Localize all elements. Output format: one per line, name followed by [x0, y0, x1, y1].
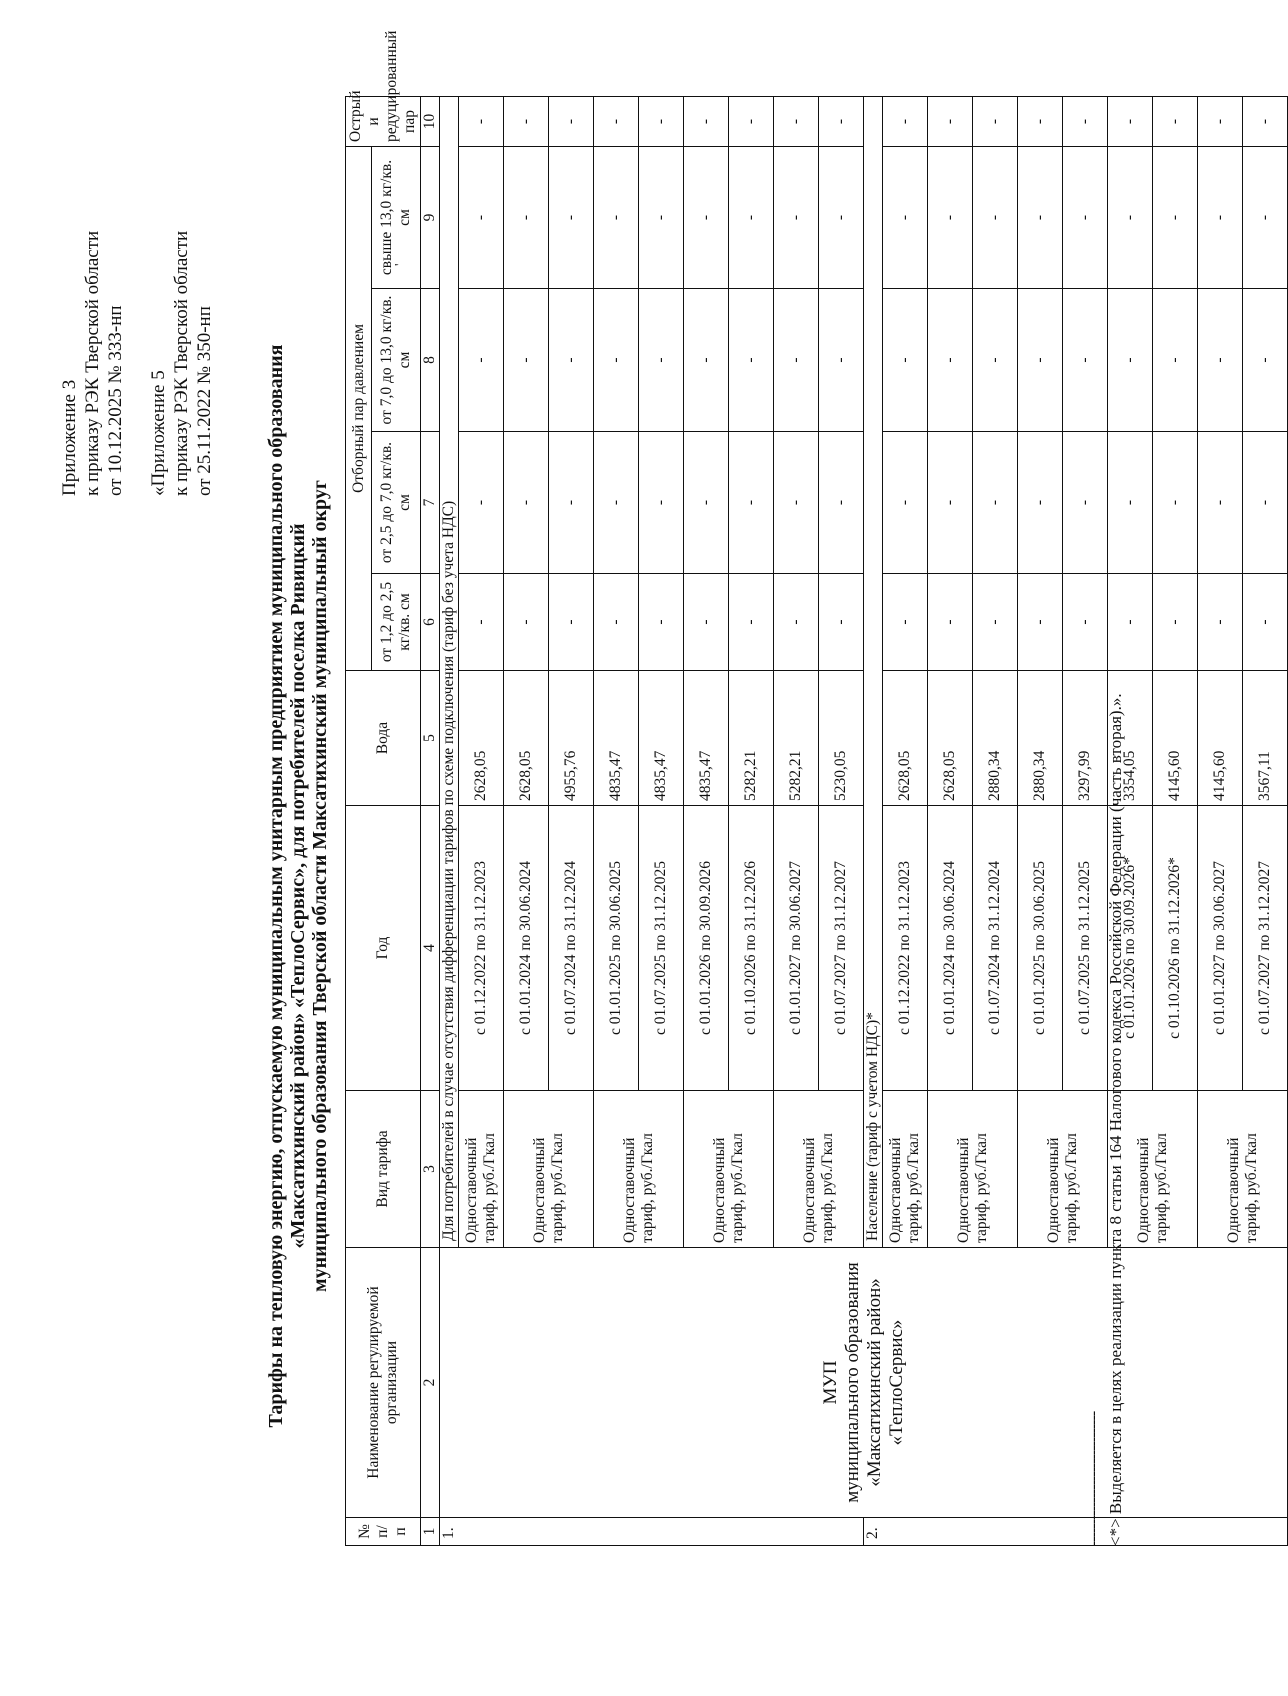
tariff-period: с 01.01.2026 по 30.09.2026 [684, 806, 729, 1091]
tariff-kind-line: Одноставочный [1134, 1137, 1152, 1243]
tariff-kind-line: Одноставочный [620, 1137, 638, 1243]
tariff-kind-line: Одноставочный [530, 1137, 548, 1243]
tariff-steam-value: - [774, 574, 819, 671]
tariff-water-value: 4835,47 [639, 671, 684, 806]
tariff-steam-value: - [1063, 289, 1108, 432]
tariff-water-value: 3567,11 [1243, 671, 1288, 806]
tariff-steam-value: - [1063, 147, 1108, 289]
tariff-water-value: 2628,05 [504, 671, 549, 806]
tariff-steam-value: - [928, 97, 973, 147]
tariff-steam-value: - [504, 147, 549, 289]
tariff-steam-value: - [973, 147, 1018, 289]
column-number: 2 [421, 1248, 440, 1518]
tariff-steam-value: - [883, 97, 928, 147]
tariff-steam-value: - [729, 97, 774, 147]
tariff-table [345, 30, 1288, 1546]
tariff-steam-value: - [504, 97, 549, 147]
tariff-water-value: 4835,47 [594, 671, 639, 806]
organization-line: муниципального образования [841, 1262, 863, 1503]
tariff-kind-line: тариф, руб./Гкал [1242, 1133, 1260, 1243]
tariff-kind-line: тариф, руб./Гкал [1152, 1133, 1170, 1243]
tariff-steam-value: - [504, 432, 549, 574]
tariff-period: с 01.10.2026 по 31.12.2026* [1153, 806, 1198, 1091]
tariff-steam-value: - [639, 574, 684, 671]
tariff-steam-value: - [1198, 97, 1243, 147]
column-number: 6 [421, 574, 440, 671]
tariff-steam-value: - [1243, 289, 1288, 432]
tariff-kind-line: Одноставочный [1224, 1137, 1242, 1243]
document-title [265, 306, 331, 1466]
column-number: 5 [421, 671, 440, 806]
tariff-steam-value: - [774, 147, 819, 289]
tariff-steam-value: - [819, 432, 864, 574]
organization-line: МУП [819, 1360, 841, 1405]
column-number: 7 [421, 432, 440, 574]
tariff-steam-value: - [1153, 574, 1198, 671]
tariff-steam-value: - [1018, 289, 1063, 432]
tariff-steam-value: - [684, 432, 729, 574]
column-number: 3 [421, 1091, 440, 1248]
tariff-steam-value: - [883, 289, 928, 432]
tariff-water-value: 5282,21 [729, 671, 774, 806]
tariff-period: с 01.12.2022 по 31.12.2023 [883, 806, 928, 1091]
tariff-steam-value: - [1198, 432, 1243, 574]
tariff-steam-value: - [973, 574, 1018, 671]
tariff-kind-line: тариф, руб./Гкал [818, 1133, 836, 1243]
tariff-steam-value: - [459, 574, 504, 671]
tariff-steam-value: - [639, 432, 684, 574]
tariff-period: с 01.01.2027 по 30.06.2027 [774, 806, 819, 1091]
tariff-kind [459, 1091, 504, 1248]
title-line: Тарифы на тепловую энергию, отпускаемую муниципальным унитарным предприятием муниципального образования [265, 344, 287, 1428]
tariff-steam-value: - [594, 147, 639, 289]
tariff-steam-value: - [774, 289, 819, 432]
tariff-steam-value: - [1198, 147, 1243, 289]
tariff-steam-value: - [639, 289, 684, 432]
tariff-steam-value: - [928, 432, 973, 574]
header-water: Вода [346, 671, 421, 806]
tariff-steam-value: - [729, 574, 774, 671]
tariff-kind [774, 1091, 864, 1248]
tariff-steam-value: - [1108, 574, 1153, 671]
tariff-steam-value: - [774, 432, 819, 574]
header-year: Год [346, 806, 421, 1091]
tariff-kind-line: Одноставочный [463, 1137, 480, 1243]
header-no: № п/п [346, 1518, 421, 1546]
tariff-kind [684, 1091, 774, 1248]
tariff-steam-value: - [1153, 97, 1198, 147]
column-number: 4 [421, 806, 440, 1091]
tariff-kind [504, 1091, 594, 1248]
tariff-steam-value: - [594, 289, 639, 432]
tariff-steam-value: - [639, 147, 684, 289]
title-line: «Максатихинский район» «ТеплоСервис», для потребителей поселка Ривицкий [287, 523, 309, 1249]
header-row [346, 97, 372, 1546]
appendix-line: «Приложение 5 [148, 370, 169, 496]
tariff-steam-value: - [1063, 97, 1108, 147]
tariff-steam-value: - [928, 147, 973, 289]
tariff-steam-value: - [684, 574, 729, 671]
tariff-steam-value: - [459, 147, 504, 289]
tariff-steam-value: - [549, 147, 594, 289]
tariff-steam-value: - [594, 574, 639, 671]
tariff-steam-value: - [1153, 432, 1198, 574]
tariff-kind-line: тариф, руб./Гкал [481, 1133, 498, 1243]
tariff-steam-value: - [1018, 147, 1063, 289]
appendix-line: от 25.11.2022 № 350-нп [194, 306, 215, 496]
tariff-water-value: 2628,05 [883, 671, 928, 806]
tariff-period: с 01.07.2027 по 31.12.2027 [819, 806, 864, 1091]
tariff-water-value: 4955,76 [549, 671, 594, 806]
tariff-steam-value: - [1108, 97, 1153, 147]
tariff-water-value: 5230,05 [819, 671, 864, 806]
tariff-steam-value: - [883, 432, 928, 574]
header-sharp-steam: Острый и редуцированный пар [346, 97, 421, 147]
tariff-steam-value: - [774, 97, 819, 147]
appendix-line: Приложение 3 [59, 379, 80, 496]
tariff-period: с 01.07.2025 по 31.12.2025 [1063, 806, 1108, 1091]
tariff-steam-value: - [684, 97, 729, 147]
tariff-kind-line: тариф, руб./Гкал [728, 1133, 746, 1243]
tariff-steam-value: - [928, 574, 973, 671]
tariff-steam-value: - [973, 432, 1018, 574]
tariff-kind-line: Одноставочный [954, 1137, 972, 1243]
tariff-steam-value: - [1018, 574, 1063, 671]
tariff-steam-value: - [1243, 147, 1288, 289]
section-title-row [440, 97, 459, 1546]
header-steam-4: свыше 13,0 кг/кв. см [372, 147, 421, 289]
tariff-kind-line: Одноставочный [710, 1137, 728, 1243]
tariff-steam-value: - [1198, 289, 1243, 432]
tariff-steam-value: - [1243, 432, 1288, 574]
tariff-water-value: 4145,60 [1153, 671, 1198, 806]
tariff-period: с 01.01.2025 по 30.06.2025 [1018, 806, 1063, 1091]
tariff-steam-value: - [549, 97, 594, 147]
appendix-line: к приказу РЭК Тверской области [82, 230, 103, 496]
footnote-separator: ------------------------------- [1085, 1411, 1102, 1546]
tariff-steam-value: - [883, 574, 928, 671]
tariff-steam-value: - [1108, 289, 1153, 432]
tariff-water-value: 4145,60 [1198, 671, 1243, 806]
tariff-kind-line: Одноставочный [800, 1137, 818, 1243]
tariff-kind-line: тариф, руб./Гкал [638, 1133, 656, 1243]
tariff-steam-value: - [549, 574, 594, 671]
tariff-steam-value: - [1018, 432, 1063, 574]
header-steam-group: Отборный пар давлением [346, 147, 372, 671]
tariff-steam-value: - [1063, 574, 1108, 671]
tariff-steam-value: - [729, 289, 774, 432]
tariff-steam-value: - [819, 574, 864, 671]
tariff-kind [883, 1091, 928, 1248]
header-steam-2: от 2,5 до 7,0 кг/кв. см [372, 432, 421, 574]
tariff-period: с 01.01.2027 по 30.06.2027 [1198, 806, 1243, 1091]
appendix-line: к приказу РЭК Тверской области [171, 230, 192, 496]
tariff-steam-value: - [729, 147, 774, 289]
appendix-reference [58, 76, 216, 496]
tariff-steam-value: - [1243, 574, 1288, 671]
tariff-kind-line: Одноставочный [887, 1137, 904, 1243]
tariff-steam-value: - [504, 289, 549, 432]
tariff-kind [1198, 1091, 1288, 1248]
tariff-steam-value: - [459, 289, 504, 432]
tariff-steam-value: - [883, 147, 928, 289]
tariff-steam-value: - [504, 574, 549, 671]
tariff-water-value: 4835,47 [684, 671, 729, 806]
column-number: 8 [421, 289, 440, 432]
tariff-period: с 01.01.2025 по 30.06.2025 [594, 806, 639, 1091]
tariff-steam-value: - [819, 289, 864, 432]
tariff-steam-value: - [819, 147, 864, 289]
tariff-period: с 01.01.2026 по 30.09.2026* [1108, 806, 1153, 1091]
tariff-water-value: 3354,05 [1108, 671, 1153, 806]
section-title: Для потребителей в случае отсутствия дифференциации тарифов по схеме подключения (тариф без учета НДС) [440, 97, 459, 1248]
scan-speck: ' [393, 263, 408, 266]
tariff-kind-line: тариф, руб./Гкал [905, 1133, 922, 1243]
tariff-steam-value: - [928, 289, 973, 432]
tariff-period: с 01.07.2024 по 31.12.2024 [973, 806, 1018, 1091]
tariff-steam-value: - [459, 97, 504, 147]
tariff-kind [594, 1091, 684, 1248]
tariff-steam-value: - [973, 289, 1018, 432]
section-index: 1. [440, 1518, 864, 1546]
section-title: Население (тариф с учетом НДС)* [864, 97, 883, 1248]
tariff-kind-line: тариф, руб./Гкал [1062, 1133, 1080, 1243]
tariff-period: с 01.12.2022 по 31.12.2023 [459, 806, 504, 1091]
tariff-water-value: 5282,21 [774, 671, 819, 806]
column-number: 1 [421, 1518, 440, 1546]
tariff-steam-value: - [684, 147, 729, 289]
tariff-period: с 01.07.2027 по 31.12.2027 [1243, 806, 1288, 1091]
tariff-period: с 01.01.2024 по 30.06.2024 [504, 806, 549, 1091]
tariff-steam-value: - [973, 97, 1018, 147]
organization-line: «ТеплоСервис» [885, 1319, 907, 1446]
header-steam-3: от 7,0 до 13,0 кг/кв. см [372, 289, 421, 432]
tariff-period: с 01.07.2025 по 31.12.2025 [639, 806, 684, 1091]
tariff-steam-value: - [1108, 147, 1153, 289]
section-index: 2. [864, 1518, 1288, 1546]
appendix-line: от 10.12.2025 № 333-нп [105, 305, 126, 496]
tariff-steam-value: - [459, 432, 504, 574]
tariff-steam-value: - [684, 289, 729, 432]
tariff-kind [928, 1091, 1018, 1248]
tariff-period: с 01.01.2024 по 30.06.2024 [928, 806, 973, 1091]
organization-line: «Максатихинский район» [863, 1278, 885, 1487]
header-steam-1: от 1,2 до 2,5 кг/кв. см [372, 574, 421, 671]
tariff-water-value: 2628,05 [459, 671, 504, 806]
tariff-steam-value: - [594, 97, 639, 147]
tariff-kind-line: тариф, руб./Гкал [548, 1133, 566, 1243]
tariff-steam-value: - [549, 289, 594, 432]
tariff-steam-value: - [1198, 574, 1243, 671]
tariff-steam-value: - [1063, 432, 1108, 574]
tariff-steam-value: - [1018, 97, 1063, 147]
tariff-steam-value: - [1153, 147, 1198, 289]
tariff-kind-line: Одноставочный [1044, 1137, 1062, 1243]
organization-cell [440, 1248, 1288, 1518]
tariff-period: с 01.07.2024 по 31.12.2024 [549, 806, 594, 1091]
tariff-steam-value: - [549, 432, 594, 574]
column-number-row [421, 97, 440, 1546]
tariff-water-value: 3297,99 [1063, 671, 1108, 806]
title-line: муниципального образования Тверской области Максатихинский муниципальный округ [309, 480, 331, 1292]
column-number: 10 [421, 97, 440, 147]
tariff-period: с 01.10.2026 по 31.12.2026 [729, 806, 774, 1091]
tariff-steam-value: - [594, 432, 639, 574]
tariff-steam-value: - [729, 432, 774, 574]
tariff-water-value: 2628,05 [928, 671, 973, 806]
tariff-steam-value: - [819, 97, 864, 147]
header-org: Наименование регулируемой организации [346, 1248, 421, 1518]
tariff-steam-value: - [1108, 432, 1153, 574]
footnote-text: <*> Выделяется в целях реализации пункта 8 статьи 164 Налогового кодекса Российской Федерации (часть вторая).». [1106, 693, 1125, 1546]
tariff-steam-value: - [1243, 97, 1288, 147]
tariff-kind [1018, 1091, 1108, 1248]
tariff-steam-value: - [1153, 289, 1198, 432]
column-number: 9 [421, 147, 440, 289]
tariff-water-value: 2880,34 [1018, 671, 1063, 806]
tariff-kind-line: тариф, руб./Гкал [972, 1133, 990, 1243]
header-kind: Вид тарифа [346, 1091, 421, 1248]
tariff-water-value: 2880,34 [973, 671, 1018, 806]
tariff-steam-value: - [639, 97, 684, 147]
